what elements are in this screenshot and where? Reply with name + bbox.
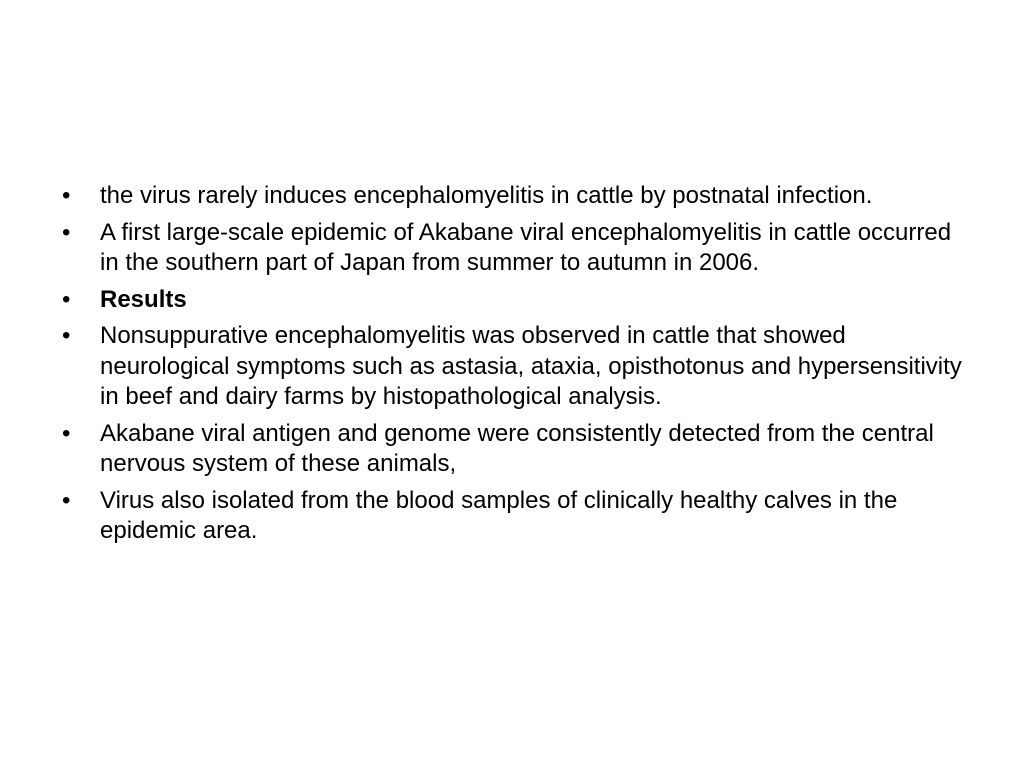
bullet-text: Nonsuppurative encephalomyelitis was observed in cattle that showed neurological symptoms such as astasia, ataxia, opisthotonus and hypersensitivity in beef and dairy farms by histopathological analysis. (100, 322, 962, 410)
bullet-item (62, 486, 962, 547)
bullet-item (62, 285, 962, 316)
bullet-dot-icon: • (62, 285, 71, 313)
bullet-item (62, 321, 962, 413)
bullet-text: Virus also isolated from the blood samples of clinically healthy calves in the epidemic area. (100, 486, 898, 544)
bullet-dot-icon: • (62, 419, 71, 447)
bullet-dot-icon: • (62, 322, 71, 349)
bullet-item (62, 218, 962, 279)
bullet-text: A first large-scale epidemic of Akabane viral encephalomyelitis in cattle occurred in the southern part of Japan from summer to autumn in 2006. (100, 218, 952, 276)
bullet-text: the virus rarely induces encephalomyelitis in cattle by postnatal infection. (100, 182, 873, 209)
section-heading-results: Results (100, 285, 187, 313)
bullet-item (62, 181, 962, 212)
bullet-dot-icon: • (62, 486, 71, 514)
bullet-item (62, 419, 962, 480)
bullet-list (62, 181, 962, 553)
bullet-dot-icon: • (62, 218, 71, 246)
bullet-text: Akabane viral antigen and genome were consistently detected from the central nervous system of these animals, (100, 419, 934, 477)
bullet-dot-icon: • (62, 182, 71, 209)
